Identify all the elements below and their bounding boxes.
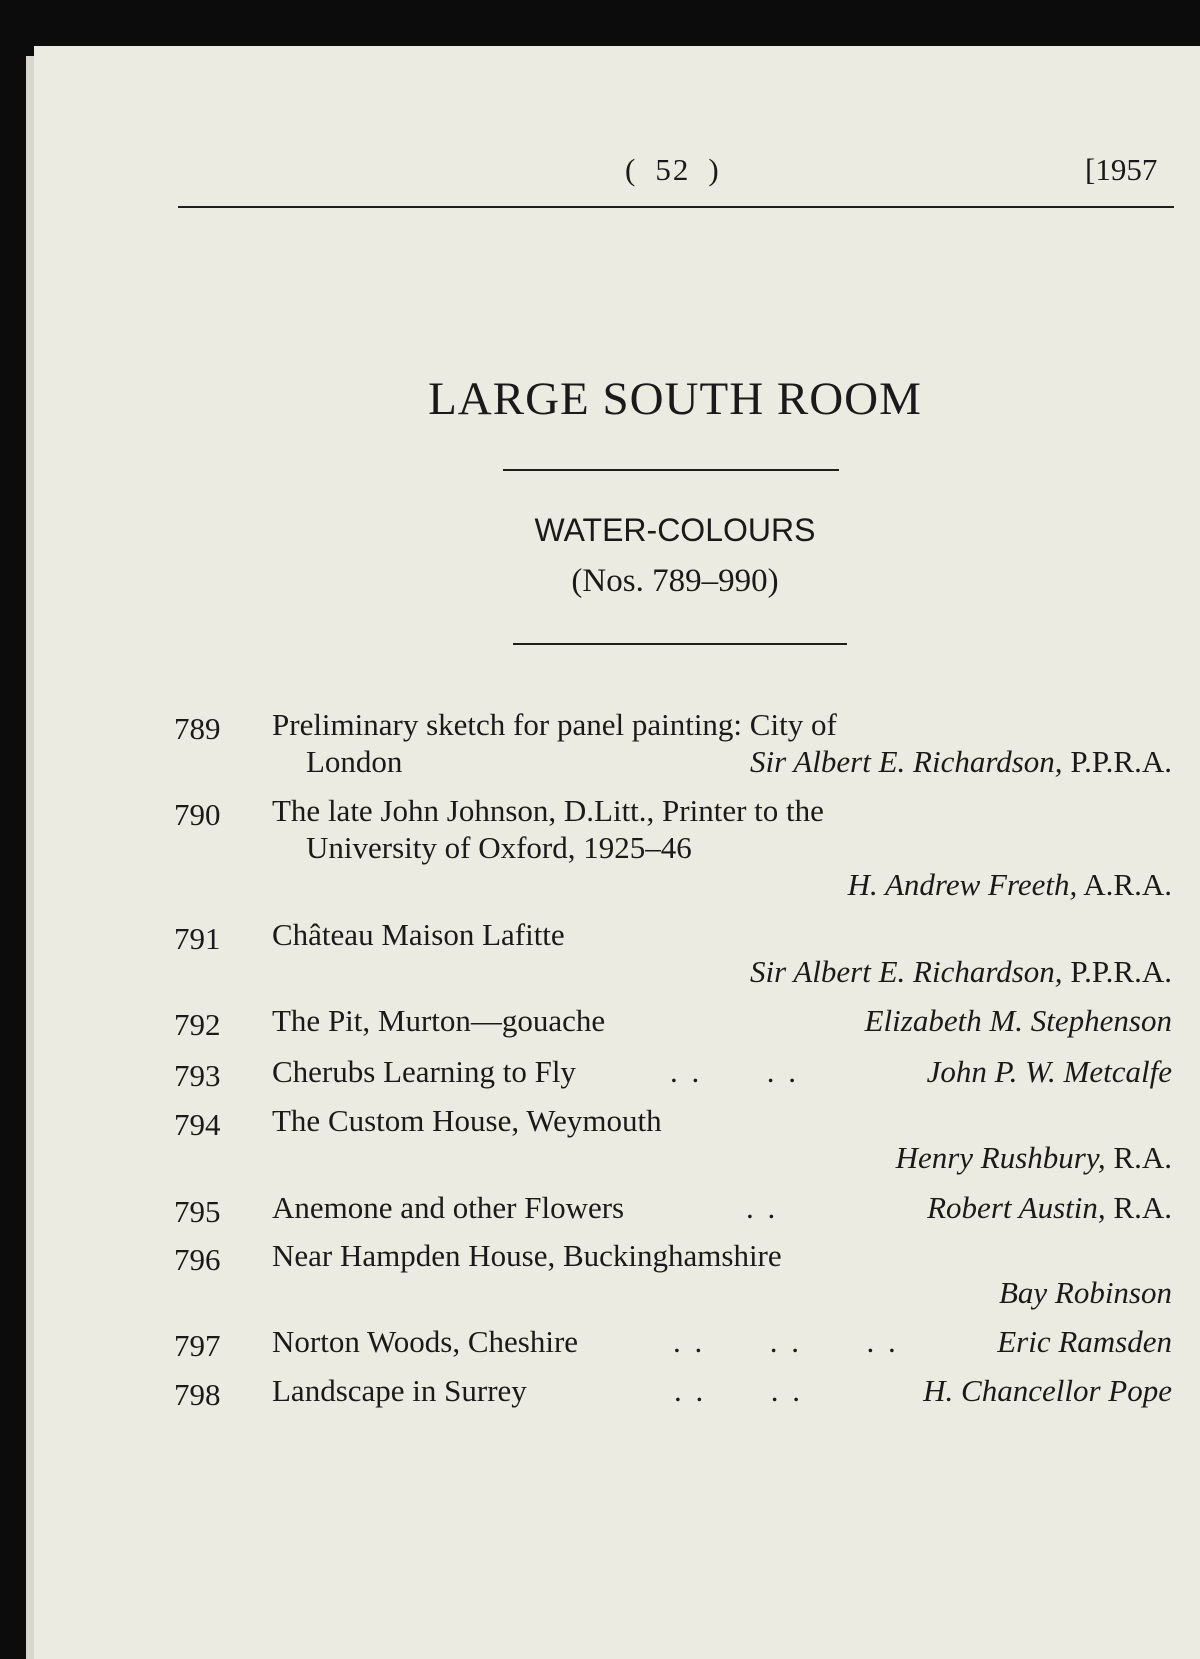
artist-suffix: P.P.R.A. (1062, 954, 1172, 989)
entry-artist (999, 1274, 1172, 1311)
entry-number: 794 (174, 1107, 221, 1142)
dot-leader: . . . . . . (673, 1324, 899, 1359)
artist-suffix: R.A. (1105, 1140, 1172, 1175)
artist-name: Henry Rushbury, (895, 1140, 1106, 1175)
dot-leader: . . (746, 1190, 779, 1225)
entry-artist (865, 1002, 1172, 1039)
entry-artist (848, 866, 1172, 903)
catalogue-entry (0, 916, 1200, 990)
entry-number: 792 (174, 1007, 221, 1042)
room-title: LARGE SOUTH ROOM (428, 373, 922, 425)
entry-title: Near Hampden House, Buckinghamshire (272, 1238, 782, 1273)
entry-artist (896, 1139, 1172, 1176)
entry-number: 790 (174, 797, 221, 832)
entry-artist (750, 743, 1172, 780)
catalogue-entry (0, 706, 1200, 780)
catalogue-entry (0, 1102, 1200, 1176)
entry-title: Preliminary sketch for panel painting: City of (272, 707, 837, 742)
entry-number: 793 (174, 1058, 221, 1093)
entry-number: 797 (174, 1328, 221, 1363)
year-label: [1957 (1085, 152, 1158, 187)
artist-name: Eric Ramsden (997, 1324, 1172, 1359)
entry-title: Cherubs Learning to Fly (272, 1054, 576, 1089)
entry-title-continued: London (306, 744, 403, 779)
catalogue-entry (0, 1237, 1200, 1311)
artist-name: H. Andrew Freeth, (847, 867, 1078, 902)
entry-number: 798 (174, 1377, 221, 1412)
entry-title: The Pit, Murton—gouache (272, 1003, 606, 1038)
entry-artist (923, 1372, 1172, 1409)
entry-title: Landscape in Surrey (272, 1373, 527, 1408)
artist-suffix: A.R.A. (1077, 867, 1172, 902)
artist-name: Elizabeth M. Stephenson (864, 1003, 1172, 1038)
artist-name: John P. W. Metcalfe (926, 1054, 1172, 1089)
entry-title: The late John Johnson, D.Litt., Printer to the (272, 793, 824, 828)
catalogue-entry (0, 1002, 1200, 1042)
catalogue-entry (0, 792, 1200, 903)
artist-name: Robert Austin, (927, 1190, 1106, 1225)
artist-name: Bay Robinson (998, 1275, 1172, 1310)
entry-title: Anemone and other Flowers (272, 1190, 625, 1225)
artist-name: Sir Albert E. Richardson, (749, 744, 1063, 779)
artist-name: Sir Albert E. Richardson, (749, 954, 1063, 989)
entry-title: Château Maison Lafitte (272, 917, 565, 952)
entry-title: Norton Woods, Cheshire (272, 1324, 579, 1359)
catalogue-entry (0, 1372, 1200, 1412)
catalogue-entry (0, 1189, 1200, 1229)
entry-artist (750, 953, 1172, 990)
artist-suffix: P.P.R.A. (1062, 744, 1172, 779)
entry-number: 789 (174, 711, 221, 746)
entry-number: 791 (174, 921, 221, 956)
entry-title-continued: University of Oxford, 1925–46 (306, 830, 692, 865)
entry-artist (927, 1189, 1172, 1226)
page-number: ( 52 ) (625, 152, 721, 187)
entry-number: 795 (174, 1194, 221, 1229)
entry-number: 796 (174, 1242, 221, 1277)
entry-artist (997, 1323, 1172, 1360)
section-range: (Nos. 789–990) (571, 563, 779, 599)
page-number-value: 52 (655, 152, 691, 187)
entry-artist (927, 1053, 1172, 1090)
dot-leader: . . . . (670, 1054, 799, 1089)
catalogue-entry (0, 1323, 1200, 1363)
artist-name: H. Chancellor Pope (923, 1373, 1172, 1408)
section-title: WATER-COLOURS (534, 512, 816, 548)
artist-suffix: R.A. (1105, 1190, 1172, 1225)
catalogue-entry (0, 1053, 1200, 1093)
entry-title: The Custom House, Weymouth (272, 1103, 662, 1138)
dot-leader: . . . . (674, 1373, 803, 1408)
